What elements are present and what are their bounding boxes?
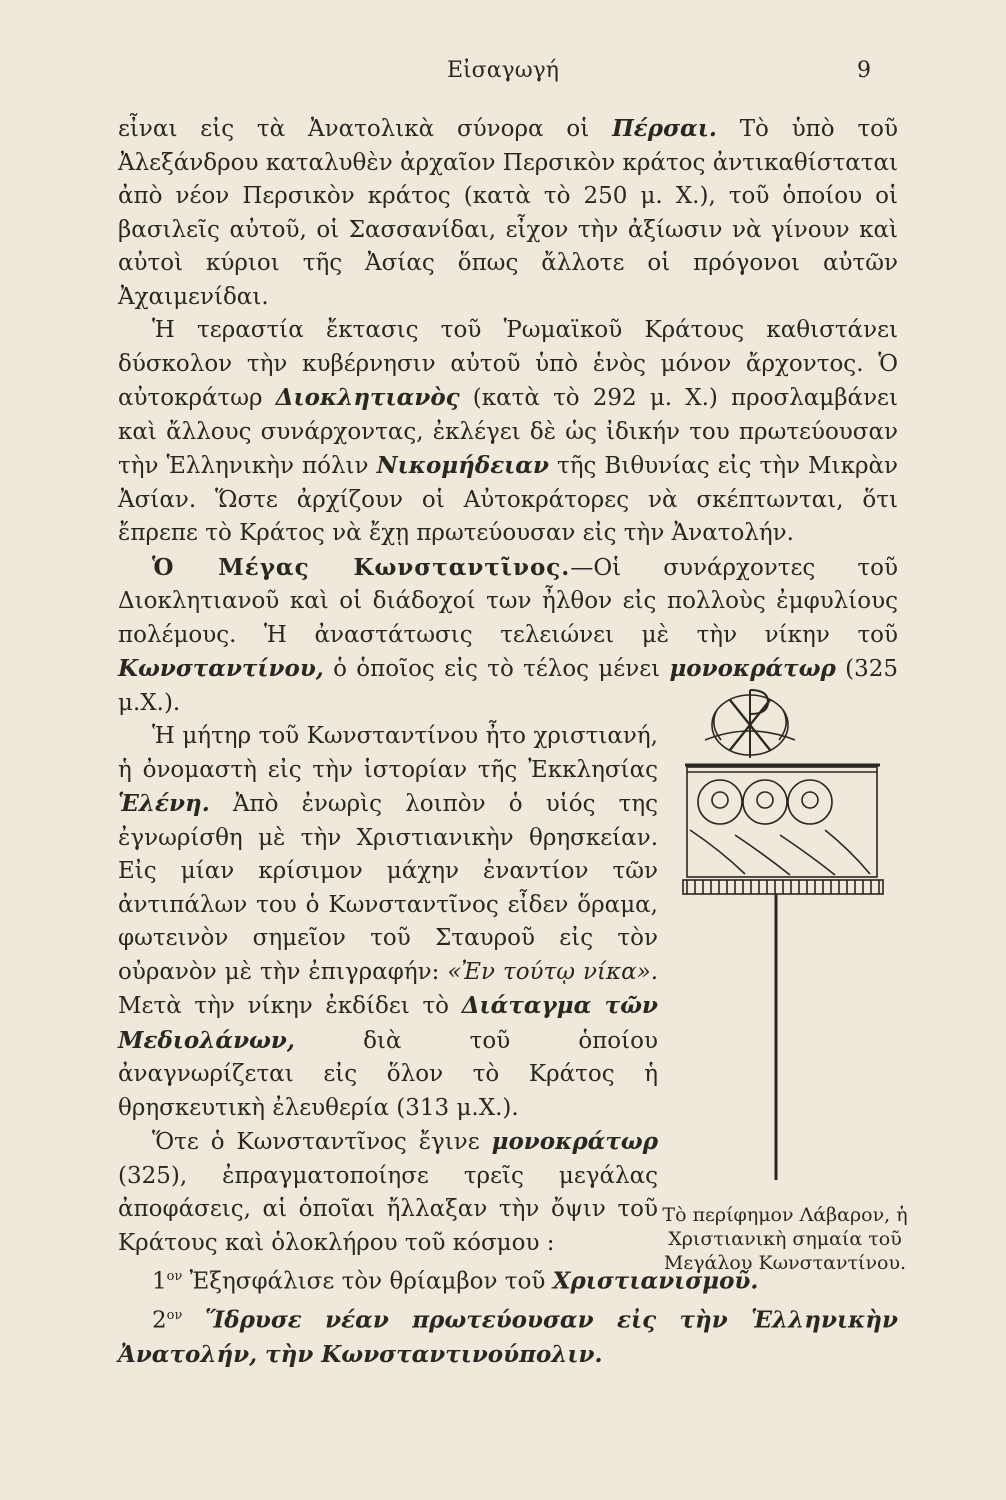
decisions-list [118,1260,898,1373]
quotation: «Ἐν τούτῳ νίκα». [447,958,659,985]
text-run: τῆς Βιθυνίας εἰς τὴν Μικρὰν Ἀσίαν. Ὥστε ἀρχίζουν οἱ Αὐτοκράτορες νὰ σκέπτωνται, ὅτι ἔπρεπε τὸ Κράτος νὰ ἔχῃ πρωτεύουσαν εἰς τὴν Ἀνατολήν. [118,453,898,546]
text-run: Ἐξησφάλισε τὸν θρίαμβον τοῦ [182,1268,553,1295]
emphasis: Διοκλητιανὸς [275,384,460,411]
emphasis: μονοκράτωρ [491,1128,658,1155]
list-number: 2 [152,1307,167,1334]
ordinal-suffix: ον [166,1308,183,1324]
ordinal-suffix: ον [166,1269,183,1284]
emphasis: μονοκράτωρ [669,655,836,682]
text-run: (κατὰ τὸ 292 μ. Χ.) προσλαμβάνει καὶ ἄλλους συνάρχοντας, ἐκλέγει δὲ ὡς ἰδικήν του πρωτεύουσαν τὴν Ἑλληνικὴν πόλιν [118,385,898,479]
text-run: Ὅτε ὁ Κωνσταντῖνος ἔγινε [152,1129,492,1155]
paragraph-1 [118,112,898,314]
text-run: —Οἱ συνάρχοντες τοῦ Διοκλητιανοῦ καὶ οἱ διάδοχοί των ἦλθον εἰς πολλοὺς ἐμφυλίους πολέμους. Ἡ ἀναστάτωσις τελειώνει μὲ τὴν νίκην τοῦ [118,554,898,648]
emphasis: Νικομήδειαν [376,452,549,479]
emphasis: Χριστιανισμοῦ. [552,1267,759,1295]
emphasis: Ἑλένη. [118,790,210,817]
text-run: Ἡ μήτηρ τοῦ Κωνσταντίνου ἦτο χριστιανή, ἡ ὀνομαστὴ εἰς τὴν ἱστορίαν τῆς Ἐκκλησίας [118,723,658,783]
text-run: εἶναι εἰς τὰ Ἀνατολικὰ σύνορα οἱ [118,116,613,142]
list-number: 1 [152,1268,167,1295]
figure-caption: Τὸ περίφημον Λάβαρον, ἡ Χριστιανικὴ σημαία τοῦ Μεγάλου Κωνσταντίνου. [662,1204,908,1274]
section-heading: Ὁ Μέγας Κωνσταντῖνος. [152,553,571,581]
running-title: Εἰσαγωγή [447,58,559,83]
text-run: (325), ἐπραγματοποίησε τρεῖς μεγάλας ἀποφάσεις, αἱ ὁποῖαι ἤλλαξαν τὴν ὄψιν τοῦ Κράτους καὶ ὁλοκλήρου τοῦ κόσμου : [118,1162,658,1256]
labarum-illustration-icon [665,670,910,1190]
text-run: Τὸ ὑπὸ τοῦ Ἀλεξάνδρου καταλυθὲν ἀρχαῖον Περσικὸν κράτος ἀντικαθίσταται ἀπὸ νέον Περσικὸν κράτος (κατὰ τὸ 250 μ. Χ.), τοῦ ὁποίου οἱ βασιλεῖς αὐτοῦ, οἱ Σασσανίδαι, εἶχον τὴν ἀξίωσιν νὰ γίνουν καὶ αὐτοὶ κύριοι τῆς Ἀσίας ὅπως ἄλλοτε οἱ πρόγονοι αὐτῶν Ἀχαιμενίδαι. [118,116,899,310]
text-run [182,1308,205,1334]
page-header [0,58,1006,88]
text-run: διὰ τοῦ ὁποίου ἀναγνωρίζεται εἰς ὅλον τὸ Κράτος ἡ θρησκευτικὴ ἐλευθερία (313 μ.Χ.). [118,1027,658,1121]
emphasis: Ἵδρυσε νέαν πρωτεύουσαν εἰς τὴν Ἑλληνικὴν Ἀνατολήν, τὴν Κωνσταντινούπολιν. [118,1306,898,1369]
paragraph-5 [118,1125,658,1260]
text-run: Μετὰ τὴν νίκην ἐκδίδει τὸ [118,993,462,1019]
text-run: ὁ ὁποῖος εἰς τὸ τέλος μένει [323,656,670,682]
emphasis: Διάταγμα τῶν Μεδιολάνων, [118,992,658,1054]
text-run: Ἡ τεραστία ἔκτασις τοῦ Ῥωμαϊκοῦ Κράτους καθιστάνει δύσκολον τὴν κυβέρνησιν αὐτοῦ ὑπὸ ἑνὸς μόνον ἄρχοντος. Ὁ αὐτοκράτωρ [118,317,898,411]
emphasis: Πέρσαι. [612,115,717,142]
emphasis: Κωνσταντίνου, [118,655,324,682]
list-item [118,1299,898,1373]
page-number: 9 [857,58,871,83]
paragraph-2 [118,314,898,551]
text-run: Ἀπὸ ἐνωρὶς λοιπὸν ὁ υἱός της ἐγνωρίσθη μὲ τὴν Χριστιανικὴν θρησκείαν. Εἰς μίαν κρίσιμον μάχην ἐναντίον τῶν ἀντιπάλων του ὁ Κωνσταντῖνος εἶδεν ὅραμα, φωτεινὸν σημεῖον τοῦ Σταυροῦ εἰς τὸν οὐρανὸν μὲ τὴν ἐπιγραφήν: [118,791,658,985]
text-run: (325 μ.Χ.). [118,656,899,716]
paragraph-4 [118,720,658,1125]
